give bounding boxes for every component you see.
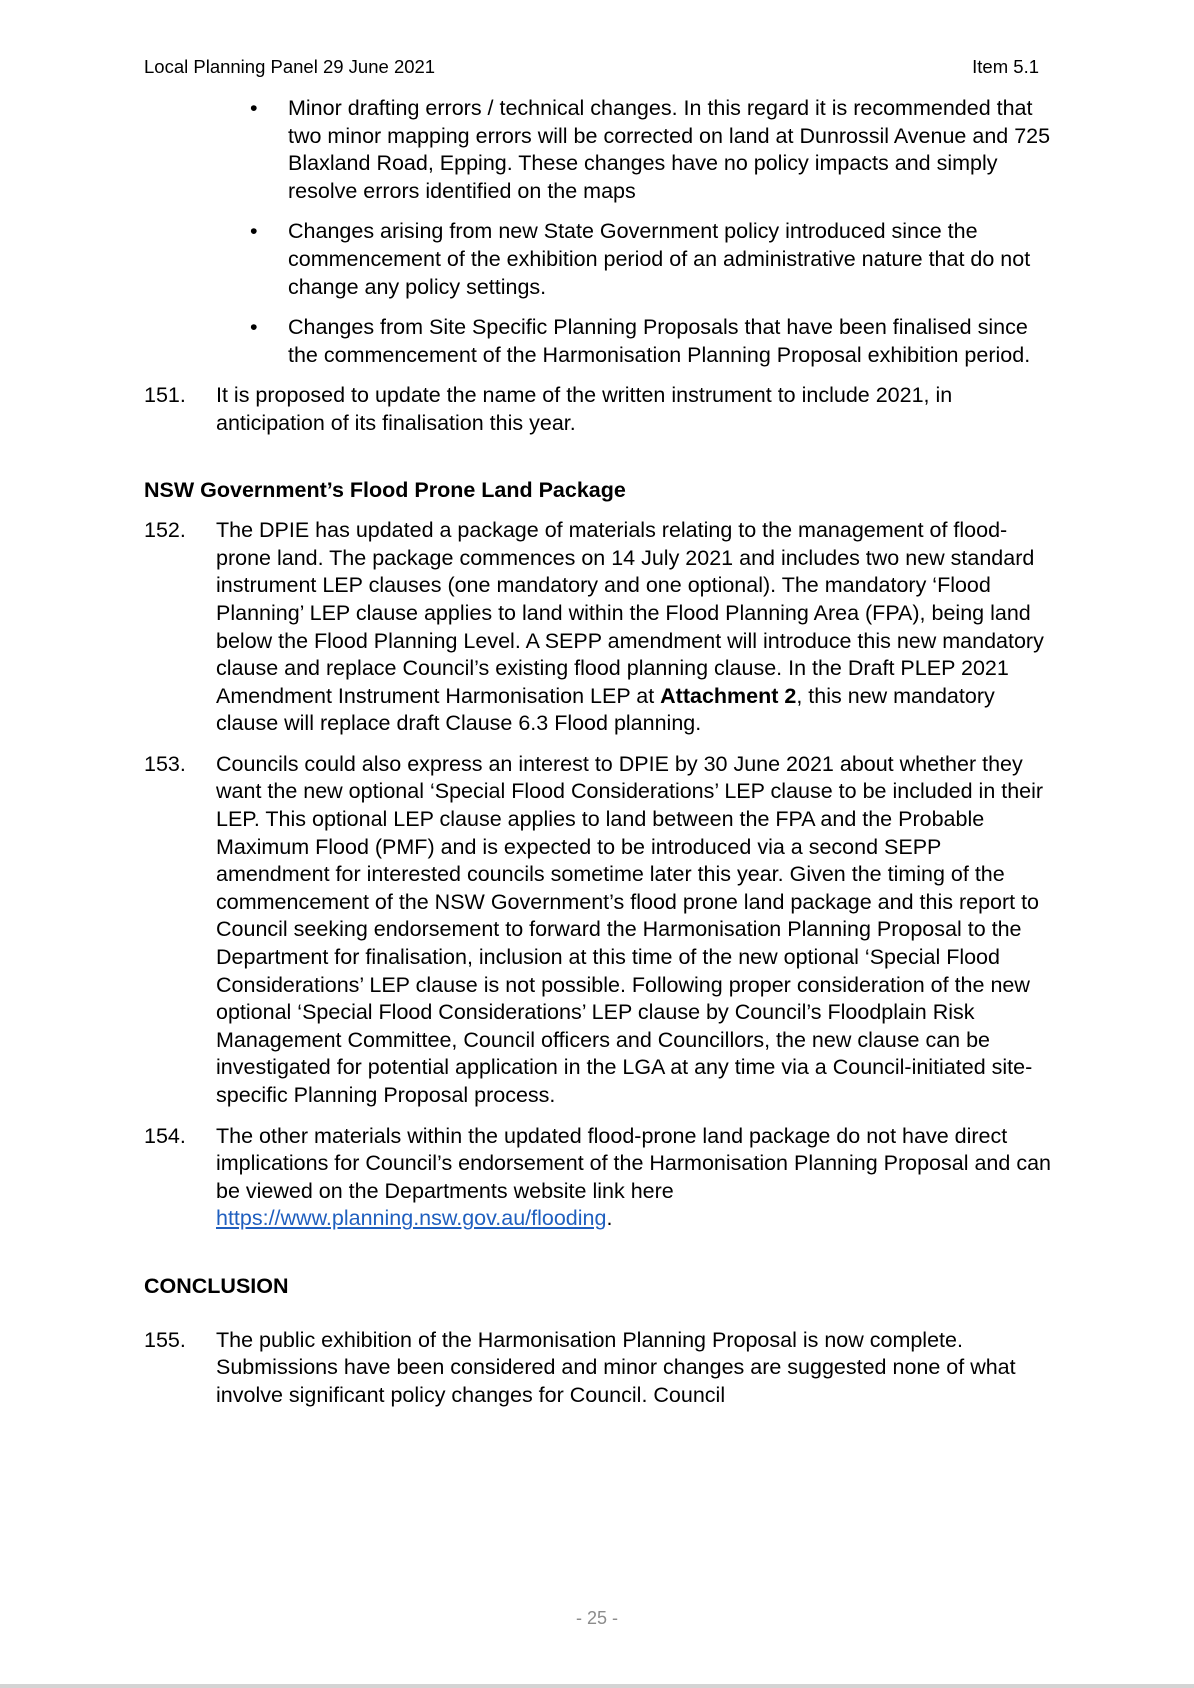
attachment-reference: Attachment 2 bbox=[660, 683, 797, 708]
bullet-list bbox=[144, 95, 1054, 369]
paragraph-text bbox=[216, 518, 1044, 735]
flooding-website-link[interactable]: https://www.planning.nsw.gov.au/flooding bbox=[216, 1206, 607, 1231]
paragraph-151 bbox=[144, 382, 1054, 437]
paragraph-text bbox=[216, 1124, 1051, 1231]
paragraph-number: 154. bbox=[144, 1123, 186, 1148]
paragraph-text-part: The other materials within the updated flood-prone land package do not have direct implications for Council’s endorsement of the Harmonisation Planning Proposal and can be viewed on the Departments website link here bbox=[216, 1123, 1051, 1203]
paragraph-number: 152. bbox=[144, 518, 186, 543]
document-body bbox=[144, 95, 1054, 1422]
paragraph-text-part: . bbox=[606, 1206, 613, 1231]
paragraph-text: Councils could also express an interest to DPIE by 30 June 2021 about whether they want the new optional ‘Special Flood Considerations’ LEP clause to be included in their LEP. This optional LEP clause applies to land between the FPA and the Probable Maximum Flood (PMF) and is expected to be introduced via a second SEPP amendment for interested councils sometime later this year. Given the timing of the commencement of the NSW Government’s flood prone land package and this report to Council seeking endorsement to forward the Harmonisation Planning Proposal to the Department for finalisation, inclusion at this time of the new optional ‘Special Flood Considerations’ LEP clause is not possible. Following proper consideration of the new optional ‘Special Flood Considerations’ LEP clause by Council’s Floodplain Risk Management Committee, Council officers and Councillors, the new clause can be investigated for potential application in the LGA at any time via a Council-initiated site-specific Planning Proposal process. bbox=[216, 751, 1044, 1107]
paragraph-text: It is proposed to update the name of the written instrument to include 2021, in anticipation of its finalisation this year. bbox=[216, 383, 953, 435]
paragraph-154 bbox=[144, 1123, 1054, 1233]
bullet-icon: • bbox=[250, 315, 258, 340]
bullet-item bbox=[144, 95, 1054, 205]
paragraph-number: 153. bbox=[144, 751, 186, 776]
bullet-text: Changes from Site Specific Planning Proposals that have been finalised since the commencement of the Harmonisation Planning Proposal exhibition period. bbox=[288, 315, 1031, 367]
bullet-item bbox=[144, 314, 1054, 369]
header-meeting-title: Local Planning Panel 29 June 2021 bbox=[144, 56, 436, 77]
paragraph-155 bbox=[144, 1327, 1054, 1410]
paragraph-text: The public exhibition of the Harmonisation Planning Proposal is now complete. Submissions have been considered and minor changes are suggested none of what involve significant policy changes for Council. Council bbox=[216, 1327, 1016, 1407]
paragraph-number: 155. bbox=[144, 1327, 186, 1352]
bullet-text: Changes arising from new State Government policy introduced since the commencement of the exhibition period of an administrative nature that do not change any policy settings. bbox=[288, 219, 1031, 299]
bullet-icon: • bbox=[250, 219, 258, 244]
paragraph-text-part: , this new mandatory clause will replace draft Clause 6.3 Flood planning. bbox=[216, 683, 995, 736]
paragraph-153 bbox=[144, 751, 1054, 1110]
bullet-item bbox=[144, 218, 1054, 301]
page-number: - 25 - bbox=[575, 1608, 618, 1628]
paragraph-152 bbox=[144, 517, 1054, 738]
paragraph-number: 151. bbox=[144, 383, 186, 408]
section-heading-conclusion: CONCLUSION bbox=[144, 1273, 289, 1298]
bullet-text: Minor drafting errors / technical changes. In this regard it is recommended that two minor mapping errors will be corrected on land at Dunrossil Avenue and 725 Blaxland Road, Epping. These changes have no policy impacts and simply resolve errors identified on the maps bbox=[288, 96, 1051, 203]
bullet-icon: • bbox=[250, 96, 258, 120]
page-bottom-divider bbox=[0, 1684, 1194, 1688]
paragraph-text-part: The DPIE has updated a package of materials relating to the management of flood-prone land. The package commences on 14 July 2021 and includes two new standard instrument LEP clauses (one mandatory and one optional). The mandatory ‘Flood Planning’ LEP clause applies to land within the Flood Planning Area (FPA), being land below the Flood Planning Level. A SEPP amendment will introduce this new mandatory clause and replace Council’s existing flood planning clause. In the Draft PLEP 2021 Amendment Instrument Harmonisation LEP at bbox=[216, 518, 1044, 708]
header-item-number: Item 5.1 bbox=[972, 56, 1039, 77]
section-heading-flood: NSW Government’s Flood Prone Land Package bbox=[144, 477, 626, 502]
